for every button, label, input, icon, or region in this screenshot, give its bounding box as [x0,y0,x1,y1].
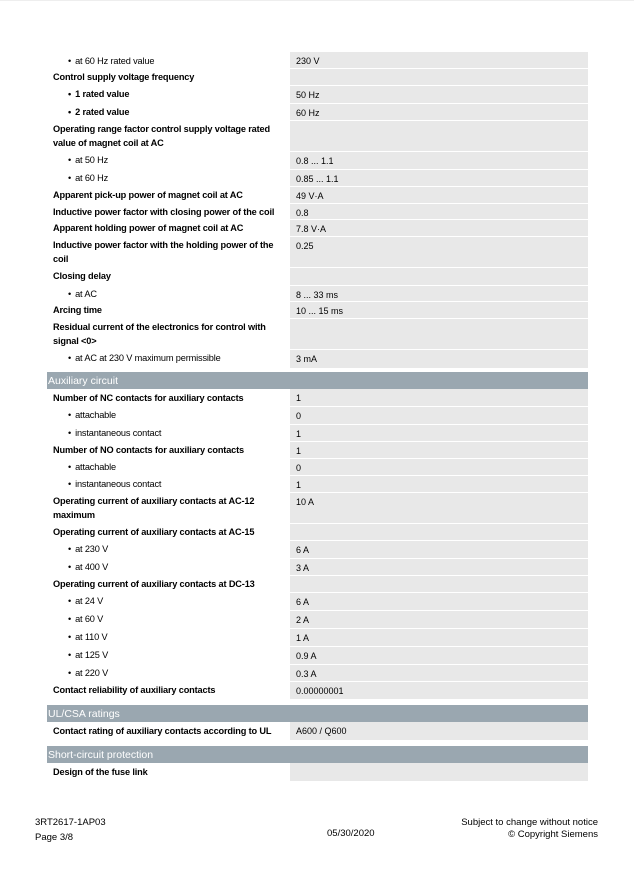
spec-row [47,424,588,441]
group-auxiliary-circuit [47,389,588,699]
spec-label [47,68,285,85]
spec-label [47,763,285,781]
spec-value: 49 V·A [290,186,588,203]
spec-row [47,610,588,628]
group-ul-csa-ratings [47,722,588,740]
spec-value: 1 [290,441,588,458]
page-number: Page 3/8 [35,832,74,843]
spec-label [47,349,285,368]
spec-value: 0 [290,406,588,424]
spec-label [47,664,285,681]
spec-row [47,763,588,781]
spec-row [47,441,588,458]
spec-value: 2 A [290,610,588,628]
spec-label-text: • at 125 V [68,650,108,660]
footer-right [461,817,598,841]
spec-row [47,236,588,267]
spec-value: 0.3 A [290,664,588,681]
spec-row [47,389,588,406]
spec-value: 1 A [290,628,588,646]
spec-label [47,219,285,236]
spec-label-text: Apparent holding power of magnet coil at AC [53,222,244,233]
spec-label-text: • at 60 V [68,614,103,624]
spec-label [47,186,285,203]
spec-label-text: Contact reliability of auxiliary contacts [53,684,216,695]
spec-label-text: Contact rating of auxiliary contacts according to UL [53,725,272,736]
spec-label [47,169,285,186]
spec-value: 230 V [290,52,588,68]
spec-label-text: • 1 rated value [68,89,129,99]
spec-label-text: Operating current of auxiliary contacts at DC-13 [53,578,255,589]
spec-label [47,628,285,646]
spec-label-text: Control supply voltage frequency [53,71,195,82]
spec-label-text: • instantaneous contact [68,428,161,438]
spec-label-text: • attachable [68,462,116,472]
spec-label-text: Operating range factor control supply voltage rated value of magnet coil at AC [53,123,270,148]
spec-label-text: Residual current of the electronics for control with signal <0> [53,321,266,346]
spec-value: 10 A [290,492,588,523]
spec-row [47,318,588,349]
spec-label-text: Number of NC contacts for auxiliary contacts [53,392,244,403]
footer-date: 05/30/2020 [327,828,375,839]
spec-value: 0 [290,458,588,475]
spec-label-text: • at 60 Hz rated value [68,56,154,66]
spec-label [47,389,285,406]
spec-value: 1 [290,475,588,492]
spec-label [47,85,285,103]
spec-row [47,349,588,368]
spec-row [47,301,588,318]
spec-label-text: Operating current of auxiliary contacts at AC-12 maximum [53,495,255,520]
spec-row [47,492,588,523]
spec-row [47,151,588,169]
spec-value: 0.00000001 [290,681,588,699]
spec-label-text: Number of NO contacts for auxiliary contacts [53,444,244,455]
spec-label-text: Operating current of auxiliary contacts at AC-15 [53,526,255,537]
spec-value [290,68,588,85]
spec-value: 0.8 [290,203,588,219]
spec-value: 50 Hz [290,85,588,103]
spec-value: 0.9 A [290,646,588,664]
spec-label [47,610,285,628]
spec-label-text: Inductive power factor with the holding power of the coil [53,239,274,264]
spec-label [47,722,285,740]
spec-row [47,628,588,646]
spec-row [47,722,588,740]
spec-label [47,120,285,151]
spec-label-text: • at 60 Hz [68,173,108,183]
spec-label [47,318,285,349]
spec-value: 1 [290,424,588,441]
spec-label-text: • at 230 V [68,544,108,554]
spec-row [47,285,588,301]
spec-label [47,301,285,318]
spec-row [47,681,588,699]
spec-row [47,68,588,85]
footer-left [35,817,106,844]
spec-value: 8 ... 33 ms [290,285,588,301]
spec-label-text: Design of the fuse link [53,766,148,777]
spec-value: 1 [290,389,588,406]
spec-label [47,441,285,458]
spec-label [47,475,285,492]
spec-label-text: Closing delay [53,270,111,281]
spec-label [47,558,285,575]
spec-value: 10 ... 15 ms [290,301,588,318]
spec-label [47,523,285,540]
spec-value: 6 A [290,592,588,610]
spec-value: 60 Hz [290,103,588,120]
spec-row [47,540,588,558]
spec-label-text: Apparent pick-up power of magnet coil at AC [53,189,243,200]
spec-value: A600 / Q600 [290,722,588,740]
spec-row [47,646,588,664]
spec-value [290,575,588,592]
spec-label-text: • instantaneous contact [68,479,161,489]
spec-row [47,203,588,219]
spec-label [47,151,285,169]
spec-label-text: • at AC [68,289,97,299]
spec-label-text: Arcing time [53,304,102,315]
spec-row [47,169,588,186]
spec-value [290,267,588,285]
spec-label [47,285,285,301]
spec-label [47,681,285,699]
group-short-circuit-protection [47,763,588,781]
spec-value [290,763,588,781]
spec-row [47,475,588,492]
section-header-ul-csa-ratings: UL/CSA ratings [47,705,588,722]
spec-value: 0.85 ... 1.1 [290,169,588,186]
spec-label [47,540,285,558]
spec-label [47,406,285,424]
section-header-auxiliary-circuit: Auxiliary circuit [47,372,588,389]
spec-label [47,103,285,120]
spec-label [47,592,285,610]
spec-row [47,186,588,203]
spec-row [47,458,588,475]
spec-label [47,575,285,592]
spec-label [47,424,285,441]
spec-row [47,219,588,236]
spec-value: 6 A [290,540,588,558]
spec-row [47,85,588,103]
spec-value: 7.8 V·A [290,219,588,236]
spec-row [47,664,588,681]
spec-label-text: • at 400 V [68,562,108,572]
spec-row [47,406,588,424]
spec-label [47,492,285,523]
spec-label-text: • attachable [68,410,116,420]
spec-label-text: • at AC at 230 V maximum permissible [68,353,221,363]
spec-label-text: • at 110 V [68,632,107,642]
spec-row [47,575,588,592]
spec-value [290,523,588,540]
section-header-short-circuit-protection: Short-circuit protection [47,746,588,763]
copyright: © Copyright Siemens [508,829,598,840]
spec-label-text: • at 50 Hz [68,155,108,165]
spec-value: 0.8 ... 1.1 [290,151,588,169]
spec-label [47,203,285,219]
spec-label-text: Inductive power factor with closing power of the coil [53,206,275,217]
spec-value [290,120,588,151]
spec-value: 3 mA [290,349,588,368]
spec-row [47,592,588,610]
spec-row [47,267,588,285]
datasheet-table [47,52,588,781]
spec-label [47,267,285,285]
spec-row [47,523,588,540]
spec-value: 3 A [290,558,588,575]
spec-label-text: • at 24 V [68,596,103,606]
spec-row [47,120,588,151]
change-notice: Subject to change without notice [461,817,598,828]
spec-label [47,458,285,475]
spec-label-text: • at 220 V [68,668,108,678]
top-edge [0,0,634,1]
spec-row [47,52,588,68]
spec-label [47,236,285,267]
spec-label-text: • 2 rated value [68,107,129,117]
spec-row [47,558,588,575]
spec-label [47,52,285,68]
article-number: 3RT2617-1AP03 [35,817,106,828]
spec-row [47,103,588,120]
spec-value [290,318,588,349]
spec-label [47,646,285,664]
group-control-supply [47,52,588,368]
spec-value: 0.25 [290,236,588,267]
